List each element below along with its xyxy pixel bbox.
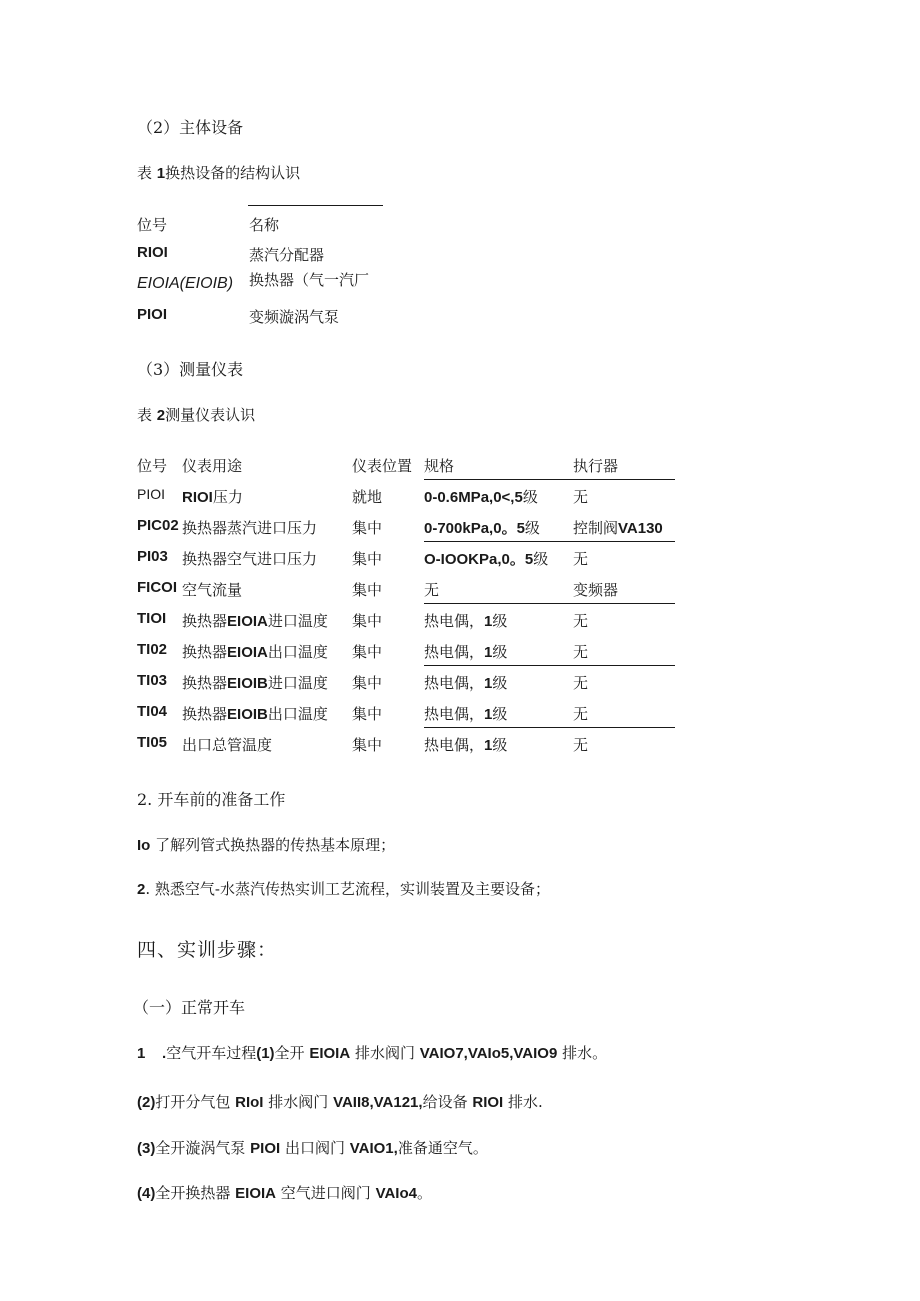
table1-row-code: PIOI: [137, 306, 168, 323]
section-heading-instruments: （3）测量仪表: [137, 360, 244, 379]
table1-row-name: 变频漩涡气泵: [249, 308, 340, 326]
table2-row-location: 集中: [352, 581, 383, 599]
item-text: . 熟悉空气-水蒸汽传热实训工艺流程，实训装置及主要设备；: [145, 880, 550, 898]
table1-row-code: RIOI: [137, 244, 168, 261]
use-text: 进口温度: [267, 674, 328, 692]
use-code: EIOIA: [227, 644, 268, 661]
step-text: 出口阀门: [284, 1139, 345, 1157]
table2-rule: [424, 665, 675, 666]
step-text: 排水阀门: [354, 1044, 415, 1062]
table2-row-actuator: 无: [573, 736, 589, 754]
table2-header-code: 位号: [137, 457, 168, 475]
steps-subheading: （一）正常开车: [133, 998, 246, 1017]
use-code: EIOIB: [227, 706, 268, 723]
table2-row-spec: [424, 610, 507, 631]
step-text: 排水。: [562, 1044, 608, 1062]
spec-grade: 级: [522, 488, 538, 506]
spec-grade-num: 1: [484, 675, 493, 692]
table2-row-location: 集中: [352, 519, 383, 537]
valve-codes: VAIO7,VAIo5,VAIO9: [419, 1045, 558, 1062]
table2-row-code: TI03: [137, 672, 168, 689]
step-text: 。: [416, 1184, 432, 1202]
table2-rule: [424, 541, 675, 542]
use-text: 出口温度: [267, 705, 328, 723]
table2-row-actuator: [573, 517, 663, 538]
step-2: [137, 1091, 543, 1112]
spec-grade-num: 1: [484, 737, 493, 754]
prep-heading: 2. 开车前的准备工作: [137, 790, 286, 809]
equipment-code: PIOI: [250, 1140, 281, 1157]
table1-caption: [137, 162, 300, 183]
table2-row-code: TI05: [137, 734, 168, 751]
table2-row-location: 集中: [352, 736, 383, 754]
spec-grade: 级: [492, 736, 508, 754]
table2-row-location: 就地: [352, 488, 383, 506]
caption-text: 换热设备的结构认识: [165, 164, 301, 182]
table2-row-actuator: 无: [573, 643, 589, 661]
step-text: 排水阀门: [268, 1093, 329, 1111]
table2-row-use: [182, 610, 328, 631]
step-text: 全开: [274, 1044, 305, 1062]
use-code: EIOIA: [227, 613, 268, 630]
valve-codes: VAII8,VA121,: [333, 1094, 423, 1111]
step-1: [137, 1042, 607, 1063]
step-text: 给设备: [422, 1093, 468, 1111]
table2-row-actuator: 无: [573, 550, 589, 568]
spec-grade: 级: [492, 705, 508, 723]
table2-row-use: [182, 672, 328, 693]
table2-rule: [424, 603, 675, 604]
table2-row-code: PIC02: [137, 517, 179, 534]
spec-text: 热电偶，: [424, 612, 485, 630]
prep-item-1: [137, 834, 395, 855]
table2-row-location: 集中: [352, 674, 383, 692]
table2-row-actuator: 无: [573, 705, 589, 723]
table2-row-actuator: 无: [573, 488, 589, 506]
caption-prefix: 表: [137, 406, 153, 424]
table2-row-actuator: 变频器: [573, 581, 619, 599]
substep-number: (3): [137, 1140, 156, 1157]
spec-grade: 级: [492, 612, 508, 630]
substep-number: (2): [137, 1094, 156, 1111]
table2-header-actuator: 执行器: [573, 457, 619, 475]
valve-codes: VAIo4: [375, 1185, 417, 1202]
table2-row-spec: [424, 517, 540, 538]
table2-row-spec: [424, 641, 507, 662]
spec-range: 0-700kPa,0。5: [424, 520, 525, 537]
table2-row-location: 集中: [352, 550, 383, 568]
use-prefix: 换热器: [182, 705, 228, 723]
table1-row-code: EIOIA(EIOIB): [137, 275, 234, 292]
substep-number: (4): [137, 1185, 156, 1202]
table2-row-spec: 无: [424, 581, 440, 599]
substep-number: (1): [256, 1045, 275, 1062]
spec-grade: 级: [524, 519, 540, 537]
use-prefix: 换热器: [182, 643, 228, 661]
table2-rule: [424, 727, 675, 728]
table2-row-code: TIOI: [137, 610, 167, 627]
table2-caption: [137, 404, 255, 425]
table2-row-location: 集中: [352, 705, 383, 723]
use-text: 进口温度: [267, 612, 328, 630]
step-4: [137, 1182, 432, 1203]
table2-row-spec: [424, 672, 507, 693]
table2-row-code: FICOI: [137, 579, 177, 596]
table2-row-use: [182, 703, 328, 724]
step-text: 空气开车过程: [166, 1044, 257, 1062]
table1-row-name: 蒸汽分配器: [249, 246, 325, 264]
table2-row-use: [182, 641, 328, 662]
table2-row-code: PI03: [137, 548, 168, 565]
steps-heading: 四、实训步骤：: [137, 939, 278, 961]
table2-row-spec: [424, 734, 507, 755]
step-text: 准备通空气。: [397, 1139, 488, 1157]
table2-row-use: [182, 486, 243, 507]
spec-grade: 级: [533, 550, 549, 568]
use-code: RIOI: [182, 489, 213, 506]
spec-range: O-IOOKPa,0。5: [424, 551, 534, 568]
table2-row-location: 集中: [352, 643, 383, 661]
spec-text: 热电偶，: [424, 643, 485, 661]
step-text: 打开分气包: [155, 1093, 231, 1111]
table2-row-use: 换热器空气进口压力: [182, 550, 318, 568]
use-text: 出口温度: [267, 643, 328, 661]
caption-number: 1: [156, 165, 166, 182]
table2-row-location: 集中: [352, 612, 383, 630]
section-heading-equipment: （2）主体设备: [137, 118, 244, 137]
caption-number: 2: [156, 407, 166, 424]
table2-row-actuator: 无: [573, 612, 589, 630]
actuator-text: 控制阀: [573, 519, 619, 537]
table2-row-code: TI04: [137, 703, 168, 720]
caption-prefix: 表: [137, 164, 153, 182]
table1-row-name: 换热器（气一汽厂: [249, 271, 370, 289]
table2-rule: [424, 479, 675, 480]
table2-row-spec: [424, 548, 548, 569]
table2-header-location: 仪表位置: [352, 457, 413, 475]
table2-row-use: 换热器蒸汽进口压力: [182, 519, 318, 537]
equipment-code: RIOI: [472, 1094, 504, 1111]
spec-grade-num: 1: [484, 706, 493, 723]
actuator-code: VA130: [618, 520, 663, 537]
table2-header-use: 仪表用途: [182, 457, 243, 475]
step-text: 排水.: [507, 1093, 543, 1111]
table2-row-code: TI02: [137, 641, 168, 658]
spec-text: 热电偶，: [424, 705, 485, 723]
item-number: Io: [137, 837, 151, 854]
caption-text: 测量仪表认识: [165, 406, 256, 424]
table2-row-spec: [424, 486, 538, 507]
spec-grade-num: 1: [484, 644, 493, 661]
prep-item-2: [137, 878, 550, 899]
spec-grade: 级: [492, 674, 508, 692]
use-prefix: 换热器: [182, 612, 228, 630]
item-text: 了解列管式换热器的传热基本原理；: [155, 836, 396, 854]
equipment-code: EIOIA: [309, 1045, 351, 1062]
step-number: 1 .: [137, 1045, 167, 1062]
use-text: 压力: [212, 488, 243, 506]
table2-header-spec: 规格: [424, 457, 455, 475]
equipment-code: RIoI: [235, 1094, 264, 1111]
table1-header-name: 名称: [249, 216, 280, 234]
table2-row-use: 出口总管温度: [182, 736, 273, 754]
table2-row-actuator: 无: [573, 674, 589, 692]
spec-text: 热电偶，: [424, 674, 485, 692]
equipment-code: EIOIA: [235, 1185, 276, 1202]
use-code: EIOIB: [227, 675, 268, 692]
valve-codes: VAIO1,: [349, 1140, 398, 1157]
step-text: 全开漩涡气泵: [155, 1139, 246, 1157]
step-text: 空气进口阀门: [280, 1184, 371, 1202]
spec-range: 0-0.6MPa,0<,5: [424, 489, 523, 506]
spec-grade: 级: [492, 643, 508, 661]
table1-header-code: 位号: [137, 216, 168, 234]
spec-text: 热电偶，: [424, 736, 485, 754]
step-3: [137, 1137, 488, 1158]
step-text: 全开换热器: [155, 1184, 231, 1202]
use-prefix: 换热器: [182, 674, 228, 692]
table1-rule: [248, 205, 383, 206]
table2-row-spec: [424, 703, 507, 724]
table2-row-code: PIOI: [137, 486, 166, 502]
spec-grade-num: 1: [484, 613, 493, 630]
item-number: 2: [137, 881, 146, 898]
table2-row-use: 空气流量: [182, 581, 243, 599]
